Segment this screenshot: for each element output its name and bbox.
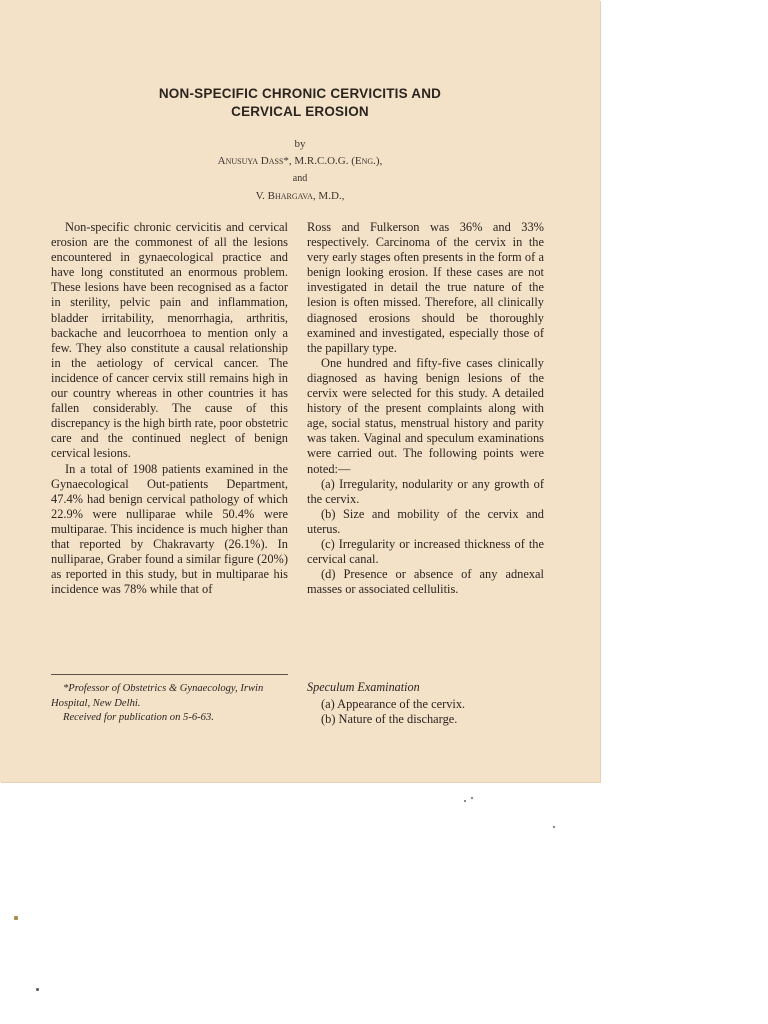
article-title-line-1: NON-SPECIFIC CHRONIC CERVICITIS AND [158,86,442,101]
paragraph-3: Ross and Fulkerson was 36% and 33% respectively. Carcinoma of the cervix in the very early stages often presents in the form of a benign looking erosion. If these cases are not investigated in detail the true nature of the lesion is often missed. Therefore, all clinically diagnosed erosions should be thoroughly examined and investigated, especially those of the papillary type. [307,220,544,355]
point-c: (c) Irregularity or increased thickness of the cervical canal. [307,536,544,567]
dust-speck [553,826,555,828]
dust-speck [36,988,39,991]
footnote-received: Received for publication on 5-6-63. [63,712,214,723]
speculum-item-a: (a) Appearance of the cervix. [321,697,466,711]
paragraph-4: One hundred and fifty-five cases clinically diagnosed as having benign lesions of the cervix were selected for this study. A detailed history of the present complaints along with age, social status, menstrual history and parity was taken. Vaginal and speculum examinations were carried out. The following points were noted:— [307,355,544,476]
by-label: by [294,138,306,150]
point-d: (d) Presence or absence of any adnexal masses or associated cellulitis. [307,567,544,597]
section-heading-speculum: Speculum Examination [307,680,420,694]
article-title-line-2: CERVICAL EROSION [231,104,369,119]
paragraph-1: Non-specific chronic cervicitis and cervical erosion are the commonest of all the lesions encountered in gynaecological practice and have long constituted an enormous problem. These lesions have been recognised as a factor in sterility, pelvic pain and inflammation, bladder irritability, menorrhagia, arthritis, backache and leucorrhoea to mention only a few. They also constitute a causal relationship in the aetiology of cervical cancer. The incidence of cancer cervix still remains high in our country whereas in other countries it has fallen considerably. The cause of this discrepancy is the high birth rate, poor obstetric care and the continued neglect of benign cervical lesions. [51,220,288,461]
speculum-item-b: (b) Nature of the discharge. [321,712,458,727]
footnote-affiliation: *Professor of Obstetrics & Gynaecology, Irwin Hospital, New Delhi. [51,683,264,709]
paragraph-2: In a total of 1908 patients examined in the Gynaecological Out-patients Department, 47.4% had benign cervical pathology of which 22.9% were nulliparae while 50.4% were multiparae. This incidence is much higher than that reported by Chakravarty (26.1%). In nulliparae, Graber found a similar figure (20%) as reported in this study, but in multiparae his incidence was 78% while that of [51,461,288,597]
right-column [307,220,544,597]
author-2: V. Bhargava, M.D., [255,190,345,202]
footnote-divider [51,674,288,675]
dust-speck [14,916,18,920]
point-b: (b) Size and mobility of the cervix and uterus. [307,506,544,536]
and-label: and [292,173,308,184]
dust-speck [464,800,466,802]
left-column [51,220,288,597]
dust-speck [471,797,473,799]
author-1: Anusuya Dass*, M.R.C.O.G. (Eng.), [217,155,383,167]
point-a: (a) Irregularity, nodularity or any growth of the cervix. [307,476,544,506]
speculum-list [321,697,551,727]
